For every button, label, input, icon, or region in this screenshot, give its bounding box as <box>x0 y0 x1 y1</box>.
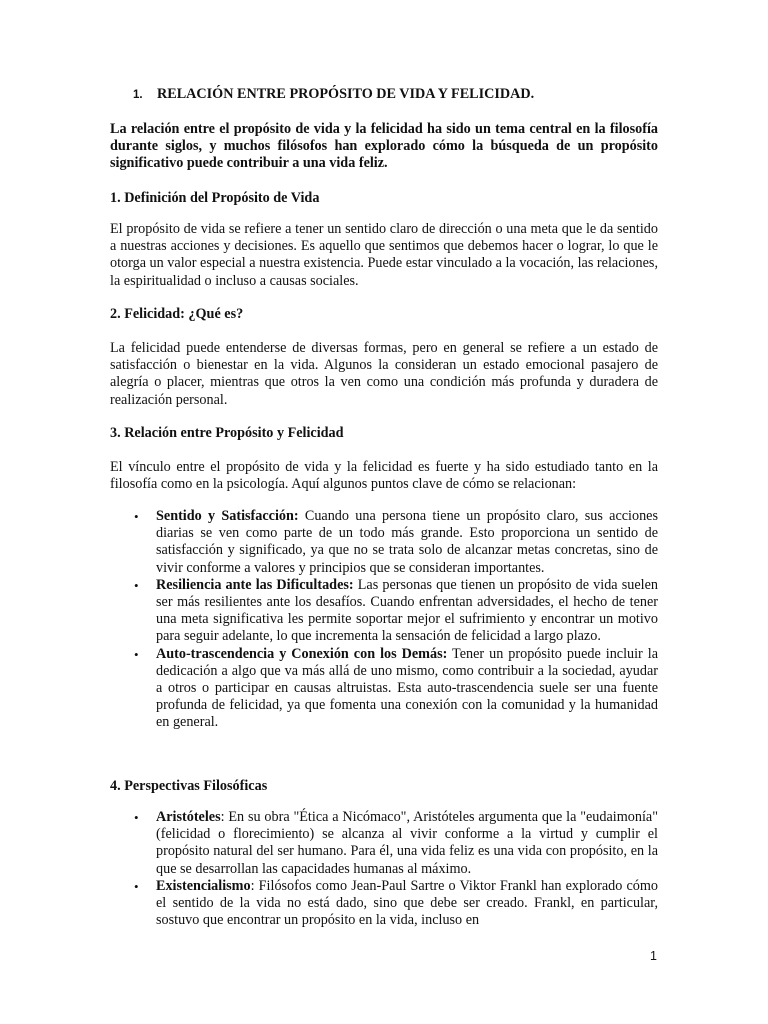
bullet-term: Existencialismo <box>156 877 251 894</box>
section-3-bullet-list <box>110 508 658 732</box>
bullet-term: Resiliencia ante las Dificultades: <box>156 576 354 593</box>
bullet-term: Sentido y Satisfacción: <box>156 508 299 524</box>
bullet-marker: • <box>134 878 139 894</box>
section-1-heading: 1. Definición del Propósito de Vida <box>110 190 320 206</box>
bullet-marker: • <box>134 646 139 662</box>
bullet-text: : Filósofos como Jean-Paul Sartre o Viktor Frankl han explorado cómo el sentido de la vida no está dado, sino que debe ser creado. Frankl, en particular, sostuvo que encontrar un propósito en la vida, incluso en <box>156 877 658 929</box>
list-item <box>110 577 658 646</box>
section-1-paragraph: El propósito de vida se refiere a tener un sentido claro de dirección o una meta que le da sentido a nuestras acciones y decisiones. Es aquello que sentimos que debemos hacer o lograr, lo que le otorga un valor especial a nuestra existencia. Puede estar vinculado a la vocación, las relaciones, la espiritualidad o incluso a causas sociales. <box>110 221 658 289</box>
bullet-text: Las personas que tienen un propósito de vida suelen ser más resilientes ante los desafíos. Cuando enfrentan adversidades, el hecho de tener una meta significativa les permite soportar mejor el sufrimiento y encontrar un motivo para seguir adelante, lo que incrementa la sensación de felicidad a largo plazo. <box>156 576 658 645</box>
list-item <box>110 646 658 732</box>
bullet-term: Auto-trascendencia y Conexión con los Demás: <box>156 645 448 662</box>
section-4-heading: 4. Perspectivas Filosóficas <box>110 778 268 794</box>
main-heading <box>133 86 673 104</box>
bullet-term: Aristóteles <box>156 809 221 825</box>
main-heading-number: 1. <box>133 89 143 101</box>
list-item <box>110 878 658 930</box>
bullet-marker: • <box>134 577 139 593</box>
section-2-paragraph: La felicidad puede entenderse de diversas formas, pero en general se refiere a un estado de satisfacción o bienestar en la vida. Algunos la consideran un estado emocional pasajero de alegría o placer, mientras que otros la ven como una condición más profunda y duradera de realización personal. <box>110 340 658 408</box>
bullet-text: Tener un propósito puede incluir la dedicación a algo que va más allá de uno mismo, como contribuir a la sociedad, ayudar a otros o participar en causas altruistas. Esta auto-trascendencia suele ser una fuente profunda de felicidad, ya que fomenta una conexión con la comunidad y la humanidad en general. <box>156 645 659 731</box>
section-3-paragraph: El vínculo entre el propósito de vida y la felicidad es fuerte y ha sido estudiado tanto en la filosofía como en la psicología. Aquí algunos puntos clave de cómo se relacionan: <box>110 459 658 493</box>
bullet-text: : En su obra "Ética a Nicómaco", Aristóteles argumenta que la "eudaimonía" (felicidad o florecimiento) se alcanza al vivir conforme a la virtud y cumplir el propósito natural del ser humano. Para él, una vida feliz es una vida con propósito, en la que se desarrollan las capacidades humanas al máximo. <box>156 809 658 877</box>
page-number: 1 <box>650 949 657 963</box>
list-item <box>110 809 658 878</box>
section-4-bullet-list <box>110 809 658 929</box>
bullet-text: Cuando una persona tiene un propósito claro, sus acciones diarias se ven como parte de un todo más grande. Esto proporciona un sentido de satisfacción y significado, ya que no se trata solo de alcanzar metas concretas, sino de vivir conforme a valores y principios que se consideran importantes. <box>156 508 658 576</box>
section-2-heading: 2. Felicidad: ¿Qué es? <box>110 306 244 322</box>
bullet-marker: • <box>134 509 139 524</box>
section-3-heading: 3. Relación entre Propósito y Felicidad <box>110 425 344 441</box>
bullet-marker: • <box>134 810 139 825</box>
intro-paragraph: La relación entre el propósito de vida y la felicidad ha sido un tema central en la filosofía durante siglos, y muchos filósofos han explorado cómo la búsqueda de un propósito significativo puede contribuir a una vida feliz. <box>110 121 658 172</box>
main-heading-text: RELACIÓN ENTRE PROPÓSITO DE VIDA Y FELICIDAD. <box>157 86 535 102</box>
list-item <box>110 508 658 577</box>
